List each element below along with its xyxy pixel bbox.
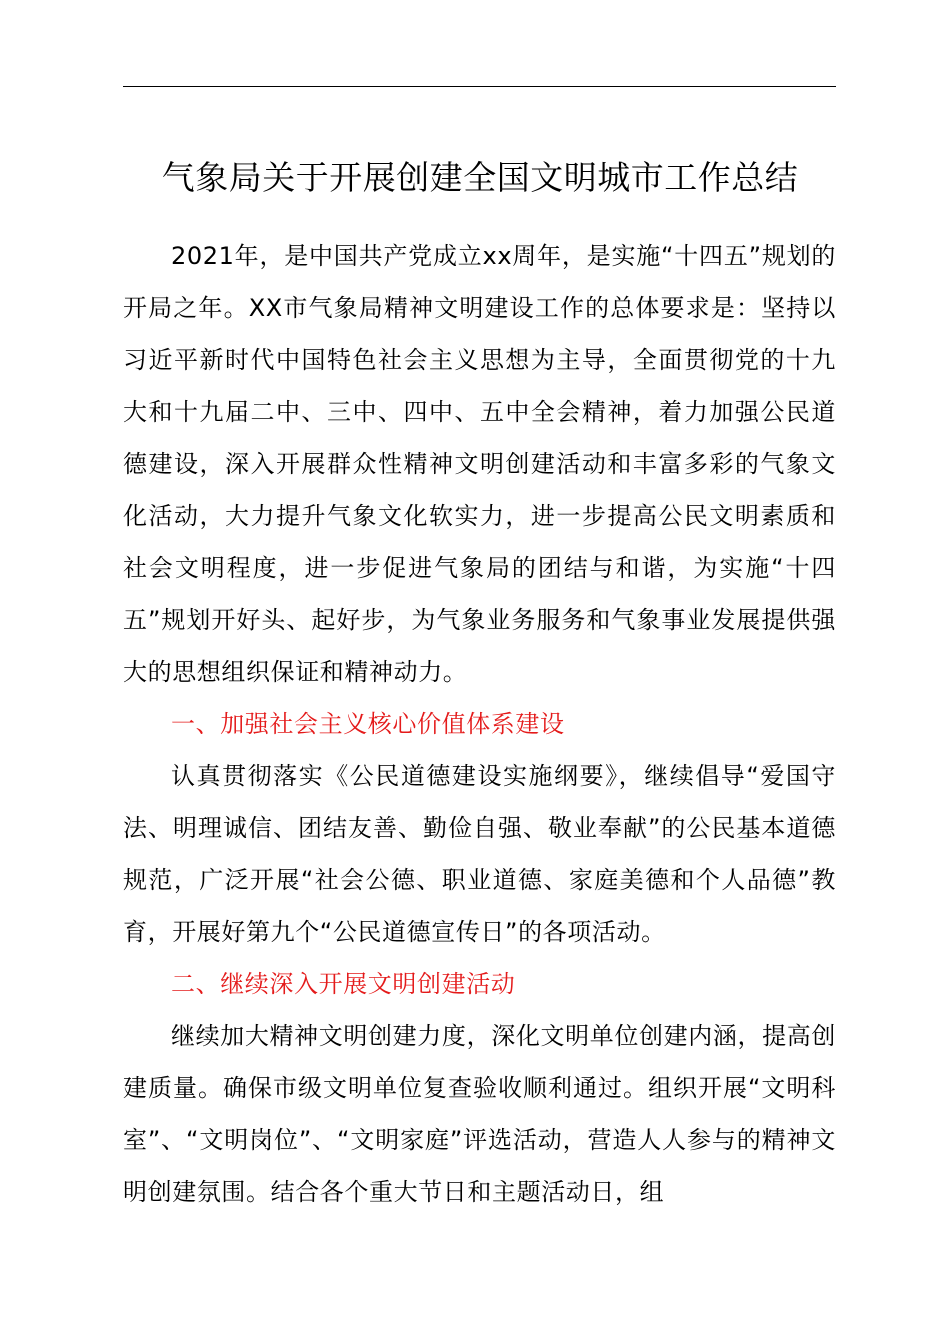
intro-paragraph: 2021年，是中国共产党成立xx周年，是实施“十四五”规划的开局之年。XX市气象局精神文明建设工作的总体要求是：坚持以习近平新时代中国特色社会主义思想为主导，全面贯彻党的十九大和十九届二中、三中、四中、五中全会精神，着力加强公民道德建设，深入开展群众性精神文明创建活动和丰富多彩的气象文化活动，大力提升气象文化软实力，进一步提高公民文明素质和社会文明程度，进一步促进气象局的团结与和谐，为实施“十四五”规划开好头、起好步，为气象业务服务和气象事业发展提供强大的思想组织保证和精神动力。 [123,242,836,686]
document-title: 气象局关于开展创建全国文明城市工作总结 [161,158,799,197]
section-heading-1: 一、加强社会主义核心价值体系建设 [171,710,565,738]
section-heading-2: 二、继续深入开展文明创建活动 [171,970,516,998]
section-paragraph-2: 继续加大精神文明创建力度，深化文明单位创建内涵，提高创建质量。确保市级文明单位复查验收顺利通过。组织开展“文明科室”、“文明岗位”、“文明家庭”评选活动，营造人人参与的精神文明创建氛围。结合各个重大节日和主题活动日，组 [123,1022,836,1206]
header-rule [123,86,836,87]
document-body [123,230,836,1218]
section-paragraph-1: 认真贯彻落实《公民道德建设实施纲要》，继续倡导“爱国守法、明理诚信、团结友善、勤俭自强、敬业奉献”的公民基本道德规范，广泛开展“社会公德、职业道德、家庭美德和个人品德”教育，开展好第九个“公民道德宣传日”的各项活动。 [123,762,836,946]
